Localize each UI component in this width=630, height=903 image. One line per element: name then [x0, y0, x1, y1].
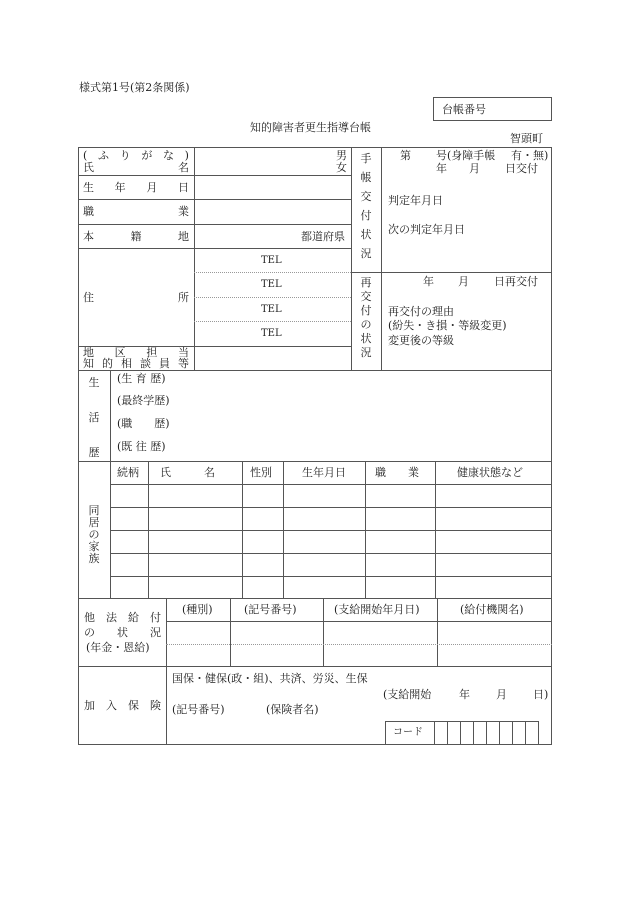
- insurance-types[interactable]: 国保・健保(政・組)、共済、労災、生保: [172, 672, 368, 685]
- gender-female[interactable]: 女: [336, 161, 347, 174]
- code-box-6[interactable]: [499, 721, 513, 745]
- reissue-day: 日再交付: [494, 275, 538, 288]
- name-label: 氏 名: [83, 161, 189, 174]
- reissue-month: 月: [458, 275, 469, 288]
- birthdate-input[interactable]: [195, 176, 350, 199]
- form-number: 様式第1号(第2条関係): [79, 81, 190, 94]
- district-label: 地 区 担 当: [83, 346, 189, 359]
- disability-handbook-yes-no[interactable]: 有・無): [511, 149, 549, 162]
- birthdate-label: 生 年 月 日: [83, 181, 189, 194]
- gender-male[interactable]: 男: [336, 149, 347, 162]
- col-symbol-number: (記号番号): [244, 603, 297, 616]
- reissue-reason-label: 再交付の理由: [388, 305, 454, 318]
- tel-label-3: TEL: [261, 304, 282, 315]
- family-label: 同 居 の 家 族: [88, 504, 100, 565]
- grade-after-change-label: 変更後の等級: [388, 334, 454, 347]
- insurance-start-label: (支給開始: [383, 688, 432, 701]
- other-benefits-label-2: の 状 況: [84, 626, 161, 639]
- medical-history: (既 往 歴): [117, 440, 166, 453]
- col-start-date: (支給開始年月日): [334, 603, 420, 616]
- insurance-start-day: 日): [533, 688, 549, 701]
- code-box-7[interactable]: [512, 721, 526, 745]
- education-history: (最終学歴): [117, 394, 170, 407]
- next-judgment-date-label: 次の判定年月日: [388, 223, 465, 236]
- col-birthdate: 生年月日: [302, 466, 346, 479]
- reissue-label: 再 交 付 の 状 況: [360, 276, 372, 359]
- ledger-number-field[interactable]: [433, 97, 552, 121]
- tel-label-1: TEL: [261, 255, 282, 266]
- insurer-name: (保険者名): [266, 703, 319, 716]
- municipality: 智頭町: [510, 132, 543, 145]
- page-title: 知的障害者更生指導台帳: [250, 121, 371, 134]
- family-rows[interactable]: [111, 485, 551, 598]
- code-box-2[interactable]: [447, 721, 461, 745]
- reissue-reason-options[interactable]: (紛失・き損・等級変更): [388, 319, 507, 332]
- ledger-number-label: 台帳番号: [442, 103, 486, 116]
- col-name: 氏 名: [160, 466, 215, 479]
- handbook-number-suffix: 号(身障手帳: [436, 149, 496, 162]
- insurance-start-month: 月: [496, 688, 507, 701]
- issue-year: 年: [436, 162, 447, 175]
- col-type: (種別): [182, 603, 213, 616]
- name-input[interactable]: [195, 148, 350, 175]
- furigana-label: ( ふ り が な ): [83, 149, 189, 162]
- code-box-1[interactable]: [434, 721, 448, 745]
- other-benefits-label-3: (年金・恩給): [86, 641, 150, 654]
- domicile-suffix: 都道府県: [301, 230, 345, 243]
- upbringing-history: (生 育 歴): [117, 372, 166, 385]
- col-occupation: 職 業: [375, 466, 419, 479]
- handbook-number-prefix: 第: [400, 149, 411, 162]
- life-history-label: 生 活 歴: [88, 376, 100, 459]
- col-health: 健康状態など: [457, 466, 523, 479]
- code-box-5[interactable]: [486, 721, 500, 745]
- work-history: (職 歴): [117, 417, 170, 430]
- code-label-box: コード: [385, 721, 435, 745]
- other-benefits-label-1: 他 法 給 付: [84, 611, 161, 624]
- code-box-8[interactable]: [525, 721, 539, 745]
- counselor-input[interactable]: [195, 347, 350, 370]
- code-box-4[interactable]: [473, 721, 487, 745]
- reissue-year: 年: [423, 275, 434, 288]
- domicile-label: 本 籍 地: [83, 230, 189, 243]
- issue-day: 日交付: [505, 162, 538, 175]
- tel-label-2: TEL: [261, 279, 282, 290]
- issue-month: 月: [469, 162, 480, 175]
- handbook-issue-label: 手 帳 交 付 状 況: [360, 152, 372, 260]
- address-label: 住 所: [83, 291, 189, 304]
- judgment-date-label: 判定年月日: [388, 194, 443, 207]
- insurance-start-year: 年: [459, 688, 470, 701]
- col-gender: 性別: [250, 466, 272, 479]
- occupation-label: 職 業: [83, 205, 189, 218]
- code-box-3[interactable]: [460, 721, 474, 745]
- insurance-label: 加 入 保 険: [84, 699, 161, 712]
- occupation-input[interactable]: [195, 200, 350, 223]
- col-agency: (給付機関名): [460, 603, 524, 616]
- tel-label-4: TEL: [261, 328, 282, 339]
- counselor-label: 知 的 相 談 員 等: [83, 357, 189, 370]
- col-relationship: 続柄: [117, 466, 139, 479]
- insurance-symbol-number: (記号番号): [172, 703, 225, 716]
